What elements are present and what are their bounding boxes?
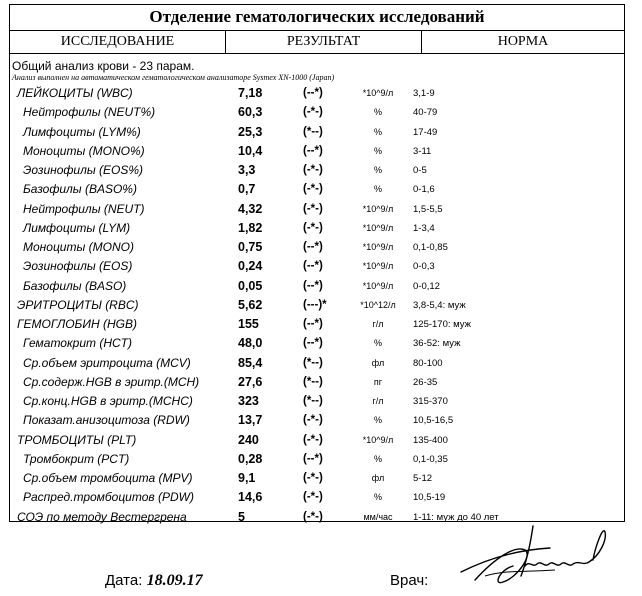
result-row	[10, 84, 624, 103]
test-flag: (--*)	[303, 144, 323, 157]
result-row	[10, 392, 624, 411]
test-unit: %	[373, 415, 382, 426]
test-value: 10,4	[238, 143, 263, 158]
test-name: Базофилы (BASO%)	[23, 182, 137, 197]
test-name: Распред.тромбоцитов (PDW)	[23, 490, 194, 505]
doctor-signature	[455, 520, 620, 590]
test-norm: 3,1-9	[413, 88, 435, 99]
test-unit: *10^9/л	[362, 280, 394, 291]
date-field	[105, 572, 203, 590]
test-flag: (---)*	[303, 298, 327, 311]
test-name: Лимфоциты (LYM%)	[23, 124, 141, 139]
test-unit: г/л	[372, 396, 384, 406]
test-value: 85,4	[238, 355, 263, 370]
test-name: ЛЕЙКОЦИТЫ (WBC)	[17, 86, 133, 100]
test-value: 27,6	[238, 374, 263, 389]
header-norm: НОРМА	[497, 34, 549, 49]
test-norm: 1-3,4	[413, 222, 435, 234]
result-row	[10, 123, 624, 142]
test-norm: 17-49	[413, 126, 438, 138]
test-value: 7,18	[238, 86, 263, 100]
result-row	[10, 200, 624, 219]
lab-report	[9, 4, 625, 522]
test-subtitle: Общий анализ крови - 23 парам.	[12, 59, 195, 73]
test-unit: *10^9/л	[362, 203, 394, 214]
test-value: 323	[238, 394, 259, 408]
test-norm: 0,1-0,85	[413, 242, 448, 253]
result-row	[10, 431, 624, 450]
test-norm: 5-12	[413, 473, 433, 484]
test-value: 5,62	[238, 297, 263, 312]
test-value: 0,24	[238, 259, 263, 274]
test-name: Нейтрофилы (NEUT%)	[23, 105, 156, 120]
test-flag: (-*-)	[303, 106, 323, 119]
test-norm: 0-5	[413, 165, 427, 176]
test-norm: 315-370	[413, 396, 448, 407]
result-row	[10, 450, 624, 469]
result-row	[10, 373, 624, 392]
test-value: 60,3	[238, 105, 263, 120]
test-unit: %	[373, 453, 382, 464]
test-unit: г/л	[372, 319, 384, 329]
test-unit: %	[373, 338, 382, 349]
test-unit: %	[373, 184, 382, 195]
test-norm: 36-52: муж	[413, 338, 461, 350]
column-headers	[10, 31, 624, 54]
test-flag: (-*-)	[303, 433, 323, 446]
result-row	[10, 315, 624, 334]
test-name: СОЭ по методу Вестергрена	[17, 509, 187, 524]
result-row	[10, 161, 624, 180]
test-name: Ср.содерж.HGB в эритр.(MCH)	[23, 374, 200, 389]
header-result: РЕЗУЛЬТАТ	[226, 31, 422, 53]
test-value: 3,3	[238, 163, 256, 177]
test-flag: (-*-)	[303, 491, 323, 504]
test-flag: (*--)	[303, 356, 323, 369]
test-flag: (--*)	[303, 260, 323, 273]
test-name: Моноциты (MONO)	[23, 240, 134, 254]
test-flag: (-*-)	[303, 472, 323, 484]
test-norm: 26-35	[413, 376, 438, 388]
test-name: Нейтрофилы (NEUT)	[23, 201, 145, 216]
test-name: Базофилы (BASO)	[23, 278, 127, 293]
test-value: 240	[238, 432, 259, 447]
test-value: 155	[238, 317, 259, 331]
test-value: 0,05	[238, 278, 263, 293]
test-norm: 0-0,3	[413, 261, 435, 273]
test-unit: пг	[373, 376, 383, 387]
test-flag: (--*)	[303, 337, 323, 350]
result-row	[10, 334, 624, 353]
test-flag: (--*)	[303, 452, 323, 465]
test-norm: 125-170: муж	[413, 319, 471, 330]
test-flag: (--*)	[303, 241, 323, 253]
test-name: Тромбокрит (PCT)	[23, 451, 130, 466]
test-value: 14,6	[238, 490, 263, 505]
test-norm: 3-11	[413, 145, 432, 157]
test-value: 5	[238, 509, 245, 524]
report-title: Отделение гематологических исследований	[10, 5, 624, 31]
test-unit: фл	[371, 473, 385, 483]
header-study: ИССЛЕДОВАНИЕ	[10, 31, 226, 53]
test-value: 13,7	[238, 413, 263, 428]
test-flag: (--*)	[303, 318, 323, 330]
test-value: 0,28	[238, 451, 263, 466]
result-row	[10, 411, 624, 430]
test-flag: (-*-)	[303, 510, 323, 523]
test-name: Моноциты (MONO%)	[23, 143, 145, 158]
result-row	[10, 103, 624, 122]
test-name: Лимфоциты (LYM)	[23, 220, 131, 235]
test-name: ГЕМОГЛОБИН (HGB)	[17, 317, 137, 331]
test-value: 1,82	[238, 220, 263, 235]
test-unit: *10^9/л	[362, 222, 394, 233]
test-unit: %	[373, 145, 382, 156]
test-norm: 3,8-5,4: муж	[413, 299, 466, 311]
test-flag: (*--)	[303, 395, 323, 407]
test-flag: (-*-)	[303, 221, 323, 234]
test-unit: фл	[371, 357, 385, 368]
test-norm: 80-100	[413, 357, 443, 369]
test-flag: (*--)	[303, 375, 323, 388]
test-flag: (--*)	[303, 279, 323, 292]
test-unit: *10^9/л	[362, 242, 394, 252]
test-name: Эозинофилы (EOS)	[23, 259, 133, 274]
test-unit: *10^12/л	[360, 299, 396, 310]
test-flag: (*--)	[303, 125, 323, 138]
result-row	[10, 296, 624, 315]
test-norm: 1,5-5,5	[413, 203, 443, 215]
test-flag: (--*)	[303, 87, 323, 99]
test-norm: 1-11: муж до 40 лет	[413, 511, 499, 523]
test-unit: %	[373, 165, 382, 175]
test-value: 4,32	[238, 201, 263, 216]
test-unit: %	[373, 492, 382, 503]
test-unit: *10^9/л	[362, 261, 394, 272]
test-unit: мм/час	[363, 511, 393, 522]
test-norm: 10,5-19	[413, 492, 446, 504]
test-flag: (-*-)	[303, 164, 323, 176]
test-name: Эозинофилы (EOS%)	[23, 163, 144, 177]
result-row	[10, 488, 624, 507]
test-norm: 135-400	[413, 434, 448, 446]
test-value: 0,75	[238, 240, 263, 254]
date-value: 18.09.17	[146, 572, 203, 589]
result-row	[10, 257, 624, 276]
test-name: Показат.анизоцитоза (RDW)	[23, 413, 190, 428]
test-name: ТРОМБОЦИТЫ (PLT)	[17, 432, 137, 447]
test-unit: %	[373, 126, 382, 137]
result-row	[10, 238, 624, 257]
test-value: 25,3	[238, 124, 263, 139]
results-list	[10, 84, 624, 527]
test-unit: *10^9/л	[362, 88, 394, 98]
test-value: 0,7	[238, 182, 256, 197]
analyzer-note: Анализ выполнен на автоматическом гематологическом анализаторе Sysmex XN-1000 (Japan)	[12, 73, 335, 82]
result-row	[10, 180, 624, 199]
result-row	[10, 142, 624, 161]
test-name: Гематокрит (HCT)	[23, 336, 132, 351]
date-label: Дата:	[105, 572, 143, 589]
test-flag: (-*-)	[303, 202, 323, 215]
test-name: Ср.объем тромбоцита (MPV)	[23, 471, 193, 485]
test-name: Ср.конц.HGB в эритр.(MCHC)	[23, 394, 193, 408]
test-flag: (-*-)	[303, 183, 323, 196]
test-norm: 0-1,6	[413, 184, 435, 196]
test-norm: 10,5-16,5	[413, 415, 454, 427]
test-unit: %	[373, 107, 382, 118]
test-norm: 40-79	[413, 107, 438, 119]
doctor-label: Врач:	[390, 572, 429, 589]
test-unit: *10^9/л	[362, 434, 394, 445]
result-row	[10, 354, 624, 373]
test-flag: (-*-)	[303, 414, 323, 427]
result-row	[10, 219, 624, 238]
test-name: Ср.объем эритроцита (MCV)	[23, 355, 191, 370]
test-norm: 0-0,12	[413, 280, 440, 292]
result-row	[10, 277, 624, 296]
test-norm: 0,1-0,35	[413, 453, 448, 465]
test-value: 9,1	[238, 471, 256, 485]
result-row	[10, 469, 624, 488]
test-name: ЭРИТРОЦИТЫ (RBC)	[17, 297, 139, 312]
test-value: 48,0	[238, 336, 263, 351]
